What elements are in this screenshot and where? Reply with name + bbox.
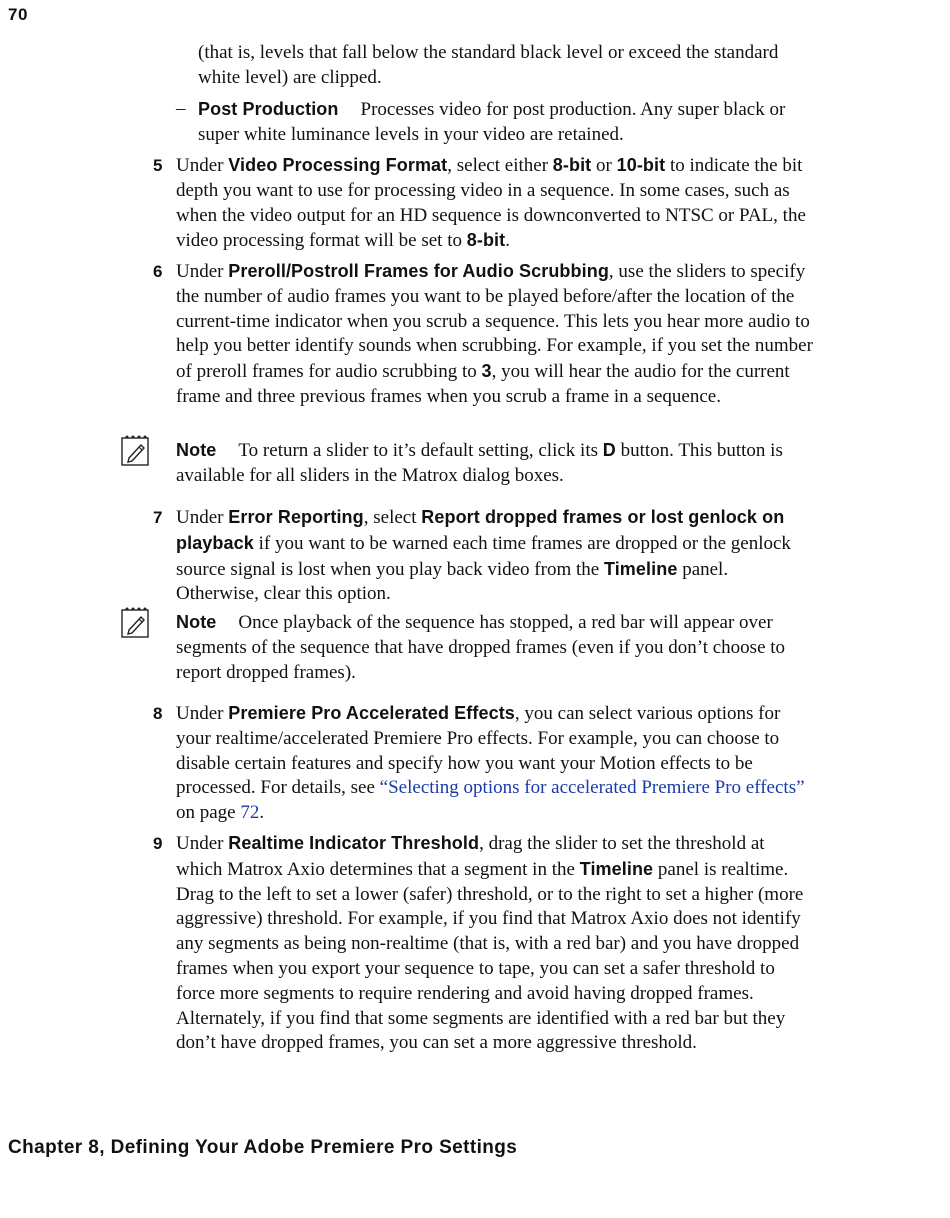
- s5-b1: Video Processing Format: [228, 155, 448, 175]
- s5-b2: 8-bit: [552, 155, 592, 175]
- s5-b4: 8-bit: [466, 230, 506, 251]
- step-8: [176, 701, 814, 826]
- note-2: [176, 610, 816, 685]
- s9-t3: panel is realtime. Drag to the left to set a lower (safer) threshold, or to the right to set a higher (more aggressive) threshold. For example, if you find that Matrox Axio does not identify any segments as being non-realtime (that is, with a red bar) and you have dropped frames when you export your sequence to tape, you can set a safer threshold to force more segments to require rendering and avoid having dropped frames. Alternately, if you find that some segments are identified with a red bar but they don’t have dropped frames, you can set a more aggressive threshold.: [176, 858, 804, 1054]
- s7-b2: Report dropped frames or lost genlock on playback: [176, 507, 785, 553]
- step-7: [176, 505, 814, 607]
- step-number-9: 9: [153, 834, 163, 853]
- bullet-term: Post Production: [198, 99, 339, 119]
- s8-t4: .: [259, 802, 265, 824]
- s7-t3: if you want to be warned each time frames are dropped or the genlock source signal is lost when you play back video from the: [176, 532, 791, 580]
- link-page-72[interactable]: 72: [240, 802, 260, 824]
- bullet-post-production: [198, 97, 818, 148]
- s8-t2: , you can select various options for your realtime/accelerated Premiere Pro effects. For example, you can choose to disable certain features and specify how you want your Motion effects to be processed. For details, see: [176, 703, 781, 799]
- s8-b1: Premiere Pro Accelerated Effects: [228, 703, 515, 723]
- s5-t1: Under: [176, 155, 229, 176]
- bullet-dash: –: [176, 98, 186, 119]
- s6-t2: , use the sliders to specify the number of audio frames you want to be played before/after the location of the current-time indicator when you scrub a sequence. This lets you hear more audio to help you better identify sounds when scrubbing. For example, if you set the number of preroll frames for audio scrubbing to: [176, 261, 813, 383]
- s8-t3: on page: [176, 802, 241, 824]
- s5-t5: .: [505, 230, 510, 252]
- s7-b1: Error Reporting: [228, 507, 364, 527]
- step-number-5: 5: [153, 156, 163, 175]
- s9-b1: Realtime Indicator Threshold: [228, 833, 480, 853]
- s5-t3: or: [591, 155, 617, 176]
- step-number-8: 8: [153, 704, 163, 723]
- step-number-6: 6: [153, 262, 163, 281]
- chapter-footer: Chapter 8, Defining Your Adobe Premiere Pro Settings: [8, 1137, 518, 1158]
- page-number: 70: [8, 5, 28, 24]
- note-2-t1: Once playback of the sequence has stopped, a red bar will appear over segments of the sequence that have dropped frames (even if you don’t choose to report dropped frames).: [176, 612, 786, 683]
- note-1-t1: To return a slider to it’s default setting, click its: [238, 440, 603, 461]
- s8-t1: Under: [176, 703, 229, 724]
- s9-t2: , drag the slider to set the threshold at which Matrox Axio determines that a segment in the: [176, 833, 765, 880]
- step-9: [176, 831, 814, 1056]
- note-icon: [120, 606, 150, 638]
- link-selecting-options[interactable]: “Selecting options for accelerated Premiere Pro effects”: [379, 777, 805, 799]
- s6-t3: , you will hear the audio for the current frame and three previous frames when you scrub a frame in a sequence.: [176, 361, 790, 407]
- s5-b3: 10-bit: [616, 155, 666, 175]
- s5-t4: to indicate the bit depth you want to use for processing video in a sequence. In some cases, such as when the video output for an HD sequence is downconverted to NTSC or PAL, the video processing format will be set to: [176, 155, 806, 252]
- s7-t2: , select: [363, 507, 422, 528]
- s7-t4: panel. Otherwise, clear this option.: [176, 558, 729, 605]
- s7-b3: Timeline: [603, 558, 678, 579]
- s7-t1: Under: [176, 507, 229, 528]
- note-1-t2: button. This button is available for all sliders in the Matrox dialog boxes.: [176, 440, 783, 486]
- note-1-b1: D: [602, 440, 616, 460]
- note-2-label: Note: [176, 612, 217, 632]
- s9-t1: Under: [176, 833, 229, 854]
- s6-b2: 3: [481, 361, 492, 382]
- step-number-7: 7: [153, 508, 163, 527]
- note-1-label: Note: [176, 440, 217, 460]
- intro-continuation: (that is, levels that fall below the standard black level or exceed the standard white level) are clipped.: [198, 42, 779, 88]
- step-6: [176, 259, 814, 410]
- s5-t2: , select either: [447, 155, 553, 176]
- note-1: [176, 438, 816, 489]
- note-icon: [120, 434, 150, 466]
- s6-b1: Preroll/Postroll Frames for Audio Scrubbing: [228, 261, 609, 281]
- bullet-text: Processes video for post production. Any super black or super white luminance levels in your video are retained.: [198, 99, 786, 145]
- s9-b2: Timeline: [579, 858, 654, 879]
- step-5: [176, 153, 814, 254]
- s6-t1: Under: [176, 261, 229, 282]
